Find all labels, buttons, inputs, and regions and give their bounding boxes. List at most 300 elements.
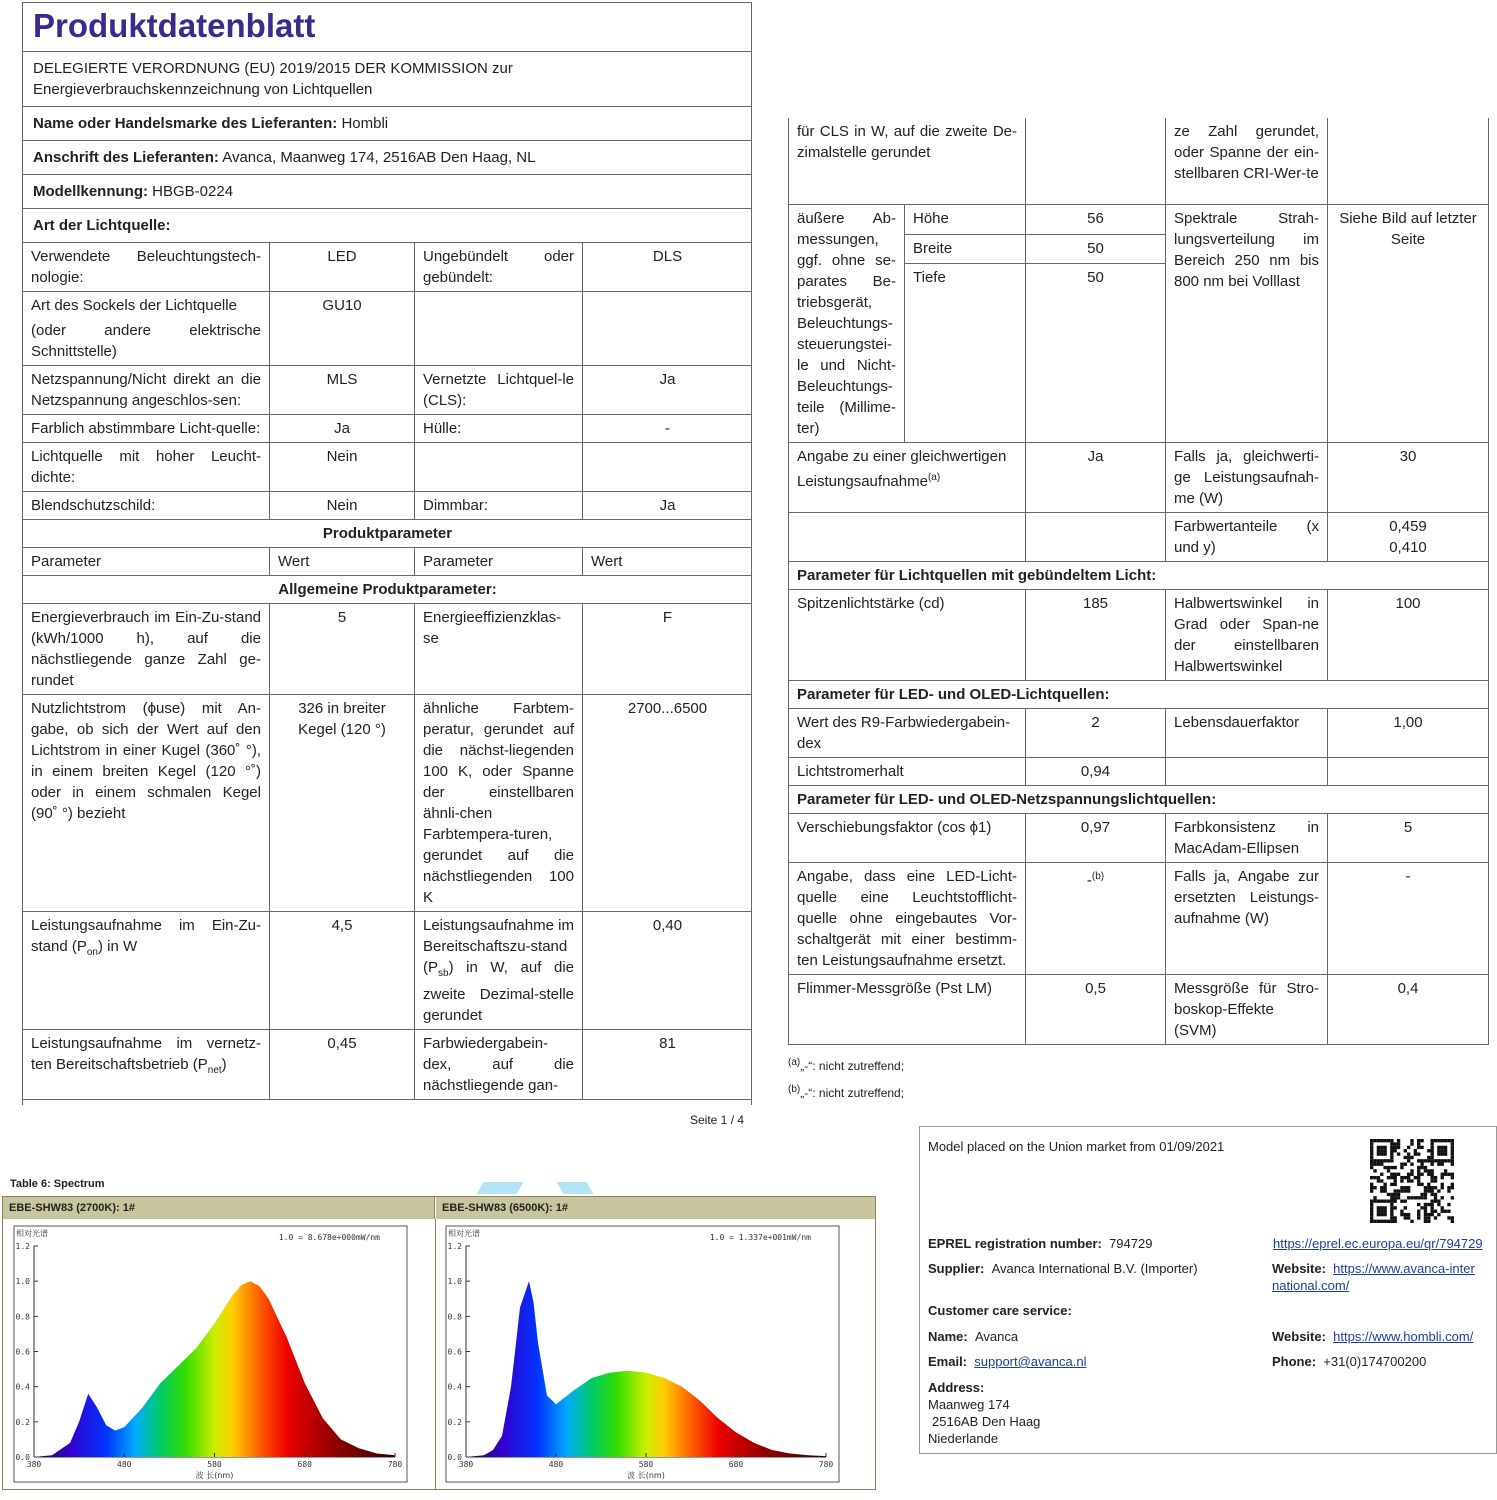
care-website-link[interactable]: https://www.hombli.com/ (1333, 1329, 1474, 1344)
y-axis-label: 相对光谱 (448, 1229, 480, 1238)
qr-module (1437, 1139, 1440, 1142)
qr-module (1424, 1193, 1427, 1196)
qr-module (1404, 1176, 1407, 1179)
section-heading: Parameter für LED- und OLED-Lichtquellen: (789, 681, 1489, 709)
qr-module (1397, 1173, 1400, 1176)
spectrum-figure (0, 1176, 876, 1488)
qr-module (1394, 1206, 1397, 1209)
light-source-type-heading: Art der Lichtquelle: (23, 208, 751, 242)
qr-module (1380, 1213, 1383, 1216)
care-email-link[interactable]: support@avanca.nl (974, 1354, 1087, 1369)
qr-module (1451, 1156, 1454, 1159)
y-tick-label: 0.8 (447, 1312, 462, 1322)
qr-module (1444, 1159, 1447, 1162)
qr-module (1390, 1166, 1393, 1169)
qr-module (1377, 1149, 1380, 1152)
qr-module (1390, 1193, 1393, 1196)
spectrum-chart-2700k (14, 1226, 407, 1482)
table-row: Angabe, dass eine LED-Licht-quelle eine Leuchtstofflicht-quelle ohne eingebautes Vor-schaltgerät mit einer bestimm-ten Leistungsaufnahme ersetzt. -$^{(b)}$ Falls ja, Angabe zur ersetzten Leistungs-aufnahme (W) - (789, 863, 1489, 975)
qr-module (1424, 1213, 1427, 1216)
qr-module (1417, 1176, 1420, 1179)
qr-module (1447, 1139, 1450, 1142)
qr-module (1427, 1220, 1430, 1223)
qr-module (1417, 1173, 1420, 1176)
table-row: Blendschutzschild: Nein Dimmbar: Ja (23, 492, 753, 520)
qr-module (1383, 1189, 1386, 1192)
qr-module (1420, 1193, 1423, 1196)
page-title: Produktdatenblatt (33, 7, 316, 44)
qr-module (1370, 1176, 1373, 1179)
qr-code-icon[interactable] (1370, 1139, 1454, 1223)
qr-module (1441, 1149, 1444, 1152)
qr-module (1370, 1149, 1373, 1152)
table-row: Farblich abstimmbare Licht-quelle: Ja Hülle: - (23, 415, 753, 443)
qr-module (1434, 1186, 1437, 1189)
qr-module (1434, 1159, 1437, 1162)
qr-module (1424, 1220, 1427, 1223)
x-tick-label: 480 (548, 1460, 564, 1469)
qr-module (1410, 1169, 1413, 1172)
y-tick-label: 1.0 (447, 1277, 462, 1287)
eprel-link[interactable]: https://eprel.ec.europa.eu/qr/794729 (1273, 1236, 1483, 1251)
qr-module (1430, 1159, 1433, 1162)
qr-module (1383, 1220, 1386, 1223)
spectrum-table-title: Table 6: Spectrum (10, 1178, 105, 1190)
qr-module (1430, 1203, 1433, 1206)
qr-module (1383, 1146, 1386, 1149)
qr-module (1370, 1166, 1373, 1169)
qr-module (1380, 1139, 1383, 1142)
qr-module (1447, 1159, 1450, 1162)
page-number: Seite 1 / 4 (690, 1113, 745, 1127)
qr-module (1444, 1169, 1447, 1172)
table-row: Tiefe 50 (789, 264, 1489, 443)
x-tick-label: 380 (26, 1460, 42, 1469)
qr-module (1430, 1189, 1433, 1192)
qr-module (1451, 1142, 1454, 1145)
qr-module (1441, 1186, 1444, 1189)
qr-module (1410, 1173, 1413, 1176)
qr-module (1441, 1183, 1444, 1186)
qr-module (1377, 1139, 1380, 1142)
qr-module (1383, 1206, 1386, 1209)
qr-module (1370, 1139, 1373, 1142)
qr-module (1394, 1146, 1397, 1149)
qr-module (1417, 1196, 1420, 1199)
table-row: Verschiebungsfaktor (cos ϕ1) 0,97 Farbkonsistenz in MacAdam-Ellipsen 5 (789, 814, 1489, 863)
qr-module (1370, 1213, 1373, 1216)
qr-module (1407, 1156, 1410, 1159)
qr-module (1380, 1149, 1383, 1152)
qr-module (1424, 1169, 1427, 1172)
qr-module (1400, 1166, 1403, 1169)
section-heading: Allgemeine Produktparameter: (23, 576, 753, 604)
supplier-website-line: Website: https://www.avanca-inter national.com/ (1272, 1261, 1475, 1293)
qr-module (1370, 1163, 1373, 1166)
qr-module (1447, 1210, 1450, 1213)
qr-module (1424, 1186, 1427, 1189)
qr-module (1430, 1199, 1433, 1202)
qr-module (1451, 1220, 1454, 1223)
placed-on-market-text: Model placed on the Union market from 01/09/2021 (928, 1139, 1225, 1154)
qr-module (1424, 1196, 1427, 1199)
table-row: Lichtstromerhalt 0,94 (789, 758, 1489, 786)
qr-module (1390, 1216, 1393, 1219)
qr-module (1370, 1206, 1373, 1209)
qr-module (1430, 1163, 1433, 1166)
qr-module (1377, 1220, 1380, 1223)
qr-module (1434, 1139, 1437, 1142)
qr-module (1417, 1213, 1420, 1216)
qr-module (1417, 1139, 1420, 1142)
qr-module (1394, 1189, 1397, 1192)
qr-module (1383, 1166, 1386, 1169)
scale-label: 1.0 = 1.337e+001mW/nm (709, 1233, 811, 1242)
qr-module (1407, 1146, 1410, 1149)
qr-module (1394, 1216, 1397, 1219)
qr-module (1377, 1146, 1380, 1149)
qr-module (1380, 1152, 1383, 1155)
qr-module (1387, 1159, 1390, 1162)
qr-module (1444, 1152, 1447, 1155)
qr-module (1424, 1166, 1427, 1169)
qr-module (1417, 1166, 1420, 1169)
qr-module (1444, 1210, 1447, 1213)
qr-module (1407, 1176, 1410, 1179)
qr-module (1394, 1196, 1397, 1199)
qr-module (1437, 1152, 1440, 1155)
qr-module (1387, 1166, 1390, 1169)
eprel-registration: EPREL registration number: 794729 (928, 1236, 1153, 1251)
qr-module (1387, 1199, 1390, 1202)
qr-module (1441, 1139, 1444, 1142)
qr-module (1417, 1159, 1420, 1162)
qr-module (1430, 1193, 1433, 1196)
scale-label: 1.0 = 8.678e+000mW/nm (278, 1233, 380, 1242)
qr-module (1383, 1199, 1386, 1202)
qr-module (1370, 1183, 1373, 1186)
table-row: Netzspannung/Nicht direkt an die Netzspannung angeschlos-sen: MLS Vernetzte Lichtquel-le (CLS): Ja (23, 366, 753, 415)
qr-module (1434, 1179, 1437, 1182)
qr-module (1380, 1163, 1383, 1166)
customer-care-heading: Customer care service: (928, 1303, 1072, 1318)
qr-module (1394, 1173, 1397, 1176)
qr-module (1387, 1139, 1390, 1142)
qr-module (1407, 1196, 1410, 1199)
supplier-website-link[interactable]: https://www.avanca-inter (1333, 1261, 1475, 1276)
qr-module (1370, 1216, 1373, 1219)
qr-module (1394, 1179, 1397, 1182)
qr-module (1444, 1139, 1447, 1142)
qr-module (1447, 1173, 1450, 1176)
qr-module (1373, 1176, 1376, 1179)
y-tick-label: 1.0 (15, 1277, 30, 1287)
qr-module (1380, 1179, 1383, 1182)
y-tick-label: 1.2 (447, 1242, 462, 1251)
qr-module (1430, 1146, 1433, 1149)
x-tick-label: 480 (117, 1460, 132, 1469)
qr-module (1370, 1189, 1373, 1192)
care-website-line: Website: https://www.hombli.com/ (1272, 1329, 1474, 1344)
qr-module (1437, 1203, 1440, 1206)
y-tick-label: 0.4 (447, 1382, 462, 1392)
care-email-line: Email: support@avanca.nl (928, 1354, 1087, 1369)
qr-module (1420, 1146, 1423, 1149)
qr-module (1427, 1189, 1430, 1192)
qr-module (1394, 1199, 1397, 1202)
qr-module (1377, 1176, 1380, 1179)
table-row: Farbwertanteile (x und y) 0,459 0,410 (789, 513, 1489, 562)
x-axis-label: 波 长(nm) (195, 1471, 234, 1480)
qr-module (1410, 1220, 1413, 1223)
qr-module (1417, 1179, 1420, 1182)
qr-module (1451, 1163, 1454, 1166)
table-row: Lichtquelle mit hoher Leucht-dichte: Nein (23, 443, 753, 492)
qr-module (1451, 1216, 1454, 1219)
qr-module (1390, 1173, 1393, 1176)
x-tick-label: 780 (818, 1460, 834, 1469)
qr-module (1380, 1210, 1383, 1213)
qr-module (1390, 1206, 1393, 1209)
qr-module (1451, 1186, 1454, 1189)
qr-module (1434, 1176, 1437, 1179)
qr-module (1390, 1220, 1393, 1223)
qr-module (1444, 1146, 1447, 1149)
qr-module (1387, 1220, 1390, 1223)
qr-module (1390, 1142, 1393, 1145)
qr-module (1400, 1199, 1403, 1202)
qr-module (1397, 1139, 1400, 1142)
qr-module (1410, 1156, 1413, 1159)
table-row: Angabe zu einer gleichwertigen Leistungsaufnahme$^{(a)}$ Ja Falls ja, gleichwerti-ge Leistungsaufnah-me (W) 30 (789, 443, 1489, 513)
qr-module (1424, 1203, 1427, 1206)
qr-module (1407, 1159, 1410, 1162)
qr-module (1420, 1163, 1423, 1166)
qr-module (1430, 1149, 1433, 1152)
qr-module (1430, 1206, 1433, 1209)
qr-module (1377, 1213, 1380, 1216)
model-row: Modellkennung: HBGB-0224 (23, 174, 751, 208)
qr-module (1404, 1206, 1407, 1209)
qr-module (1400, 1210, 1403, 1213)
y-tick-label: 0.2 (447, 1417, 462, 1427)
qr-module (1420, 1196, 1423, 1199)
address-heading: Address: (928, 1380, 985, 1395)
qr-module (1437, 1189, 1440, 1192)
qr-module (1434, 1196, 1437, 1199)
qr-module (1430, 1173, 1433, 1176)
qr-module (1383, 1159, 1386, 1162)
y-tick-label: 0.0 (15, 1453, 30, 1462)
qr-module (1373, 1159, 1376, 1162)
panel1-title: EBE-SHW83 (2700K): 1# (3, 1197, 435, 1219)
qr-module (1404, 1186, 1407, 1189)
qr-module (1407, 1179, 1410, 1182)
regulation-text: DELEGIERTE VERORDNUNG (EU) 2019/2015 DER KOMMISSION zur Energieverbrauchskennzeichnung von Lichtquellen (23, 51, 751, 106)
qr-module (1451, 1139, 1454, 1142)
qr-module (1407, 1152, 1410, 1155)
table-row: Leistungsaufnahme im Ein-Zu-stand $(P_{on})$ in W 4,5 Leistungsaufnahme im Bereitschaftszu-stand $(P_{sb})$ in W, auf die zweite Dezimal-stelle gerundet 0,40 (23, 912, 753, 1030)
qr-module (1420, 1206, 1423, 1209)
qr-module (1420, 1159, 1423, 1162)
left-parameter-table (22, 242, 752, 1100)
qr-module (1420, 1183, 1423, 1186)
qr-module (1424, 1216, 1427, 1219)
qr-module (1427, 1213, 1430, 1216)
footnote-b: $^{(b)}$„-“: nicht zutreffend; (788, 1084, 905, 1100)
qr-module (1427, 1149, 1430, 1152)
qr-module (1430, 1142, 1433, 1145)
qr-module (1373, 1186, 1376, 1189)
qr-module (1434, 1210, 1437, 1213)
x-tick-label: 580 (638, 1460, 654, 1469)
qr-module (1394, 1142, 1397, 1145)
qr-module (1417, 1169, 1420, 1172)
qr-module (1400, 1176, 1403, 1179)
qr-module (1427, 1169, 1430, 1172)
x-tick-label: 680 (297, 1460, 312, 1469)
y-tick-label: 0.6 (447, 1347, 462, 1357)
qr-module (1437, 1146, 1440, 1149)
qr-module (1397, 1189, 1400, 1192)
qr-module (1444, 1173, 1447, 1176)
qr-module (1370, 1199, 1373, 1202)
footnote-a: $^{(a)}$„-“: nicht zutreffend; (788, 1057, 905, 1073)
qr-module (1394, 1176, 1397, 1179)
qr-module (1430, 1152, 1433, 1155)
x-tick-label: 780 (387, 1460, 403, 1469)
qr-module (1390, 1203, 1393, 1206)
qr-module (1447, 1189, 1450, 1192)
qr-module (1380, 1173, 1383, 1176)
qr-module (1380, 1199, 1383, 1202)
qr-module (1451, 1146, 1454, 1149)
qr-module (1380, 1206, 1383, 1209)
qr-module (1410, 1163, 1413, 1166)
qr-module (1390, 1146, 1393, 1149)
qr-module (1383, 1186, 1386, 1189)
qr-module (1404, 1189, 1407, 1192)
qr-module (1434, 1193, 1437, 1196)
qr-module (1377, 1199, 1380, 1202)
qr-module (1394, 1220, 1397, 1223)
footnotes (788, 1051, 1488, 1105)
x-tick-label: 380 (458, 1460, 474, 1469)
qr-module (1380, 1189, 1383, 1192)
qr-module (1427, 1159, 1430, 1162)
y-tick-label: 0.8 (15, 1312, 30, 1322)
qr-module (1451, 1159, 1454, 1162)
qr-module (1437, 1149, 1440, 1152)
table-row: Art des Sockels der Lichtquelle (oder andere elektrische Schnittstelle) GU10 (23, 292, 753, 366)
section-heading: Parameter für Lichtquellen mit gebündeltem Licht: (789, 562, 1489, 590)
qr-module (1407, 1213, 1410, 1216)
table-row: Flimmer-Messgröße (Pst LM) 0,5 Messgröße für Stro-boskop-Effekte (SVM) 0,4 (789, 975, 1489, 1045)
qr-module (1417, 1142, 1420, 1145)
qr-module (1430, 1210, 1433, 1213)
qr-module (1383, 1213, 1386, 1216)
qr-module (1373, 1169, 1376, 1172)
qr-module (1451, 1149, 1454, 1152)
qr-module (1373, 1199, 1376, 1202)
qr-module (1377, 1159, 1380, 1162)
qr-module (1427, 1203, 1430, 1206)
qr-module (1404, 1213, 1407, 1216)
table-row: Spitzenlichtstärke (cd) 185 Halbwertswinkel in Grad oder Span-ne der einstellbaren Halbwertswinkel 100 (789, 590, 1489, 681)
supplier-website-link-cont[interactable]: national.com/ (1272, 1278, 1350, 1293)
qr-module (1434, 1199, 1437, 1202)
supplier-address-row: Anschrift des Lieferanten: Avanca, Maanweg 174, 2516AB Den Haag, NL (23, 140, 751, 174)
qr-module (1370, 1159, 1373, 1162)
qr-module (1417, 1216, 1420, 1219)
qr-module (1370, 1203, 1373, 1206)
qr-module (1430, 1186, 1433, 1189)
qr-module (1444, 1149, 1447, 1152)
qr-module (1430, 1176, 1433, 1179)
right-parameter-table (788, 118, 1489, 1045)
qr-module (1451, 1173, 1454, 1176)
qr-module (1383, 1210, 1386, 1213)
qr-module (1380, 1186, 1383, 1189)
qr-module (1377, 1210, 1380, 1213)
qr-module (1404, 1163, 1407, 1166)
qr-module (1410, 1142, 1413, 1145)
qr-module (1400, 1163, 1403, 1166)
qr-module (1390, 1159, 1393, 1162)
qr-module (1404, 1156, 1407, 1159)
eprel-info-panel (919, 1126, 1497, 1454)
table-row: äußere Ab-messungen, ggf. ohne se-parates Be-triebsgerät, Beleuchtungs-steuerungstei-le und Nicht-Beleuchtungs-teile (Millime-ter) Höhe 56 Spektrale Strah-lungsverteilung im Bereich 250 nm bis 800 nm bei Volllast Siehe Bild auf letzter Seite (789, 205, 1489, 235)
y-tick-label: 1.2 (15, 1242, 30, 1251)
qr-module (1383, 1149, 1386, 1152)
qr-module (1370, 1142, 1373, 1145)
qr-module (1437, 1199, 1440, 1202)
qr-module (1380, 1146, 1383, 1149)
qr-module (1451, 1196, 1454, 1199)
qr-module (1390, 1152, 1393, 1155)
qr-module (1400, 1189, 1403, 1192)
qr-module (1414, 1149, 1417, 1152)
qr-module (1451, 1152, 1454, 1155)
qr-module (1373, 1196, 1376, 1199)
qr-module (1441, 1196, 1444, 1199)
qr-module (1427, 1156, 1430, 1159)
spectrum-chart-6500k (446, 1226, 839, 1482)
table-row: Verwendete Beleuchtungstech-nologie: LED Ungebündelt oder gebündelt: DLS (23, 243, 753, 292)
qr-module (1387, 1169, 1390, 1172)
qr-module (1441, 1176, 1444, 1179)
qr-module (1370, 1186, 1373, 1189)
qr-module (1394, 1183, 1397, 1186)
qr-module (1373, 1220, 1376, 1223)
qr-module (1414, 1176, 1417, 1179)
table-row: Energieverbrauch im Ein-Zu-stand (kWh/1000 h), auf die nächstliegende ganze Zahl ge-rundet 5 Energieeffizienzklas-se F (23, 604, 753, 695)
qr-module (1397, 1146, 1400, 1149)
y-axis-label: 相对光谱 (16, 1229, 48, 1238)
qr-module (1451, 1183, 1454, 1186)
qr-module (1441, 1206, 1444, 1209)
qr-module (1441, 1173, 1444, 1176)
qr-module (1441, 1146, 1444, 1149)
section-heading: Produktparameter (23, 520, 753, 548)
qr-module (1430, 1179, 1433, 1182)
qr-module (1447, 1216, 1450, 1219)
qr-module (1441, 1210, 1444, 1213)
qr-module (1397, 1196, 1400, 1199)
qr-module (1394, 1166, 1397, 1169)
y-tick-label: 0.4 (15, 1382, 30, 1392)
spectrum-charts (0, 1176, 876, 1488)
